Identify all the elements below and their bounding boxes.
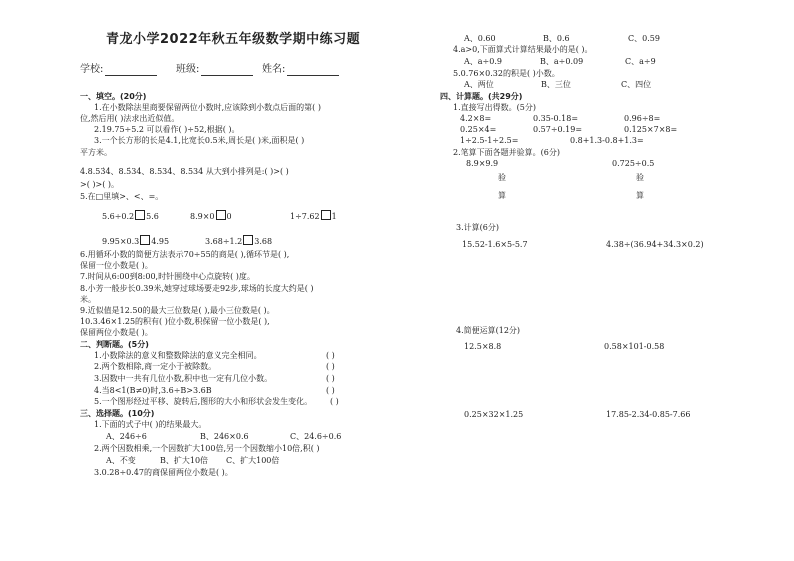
calc-4-expr: 12.5×8.8 [464,342,502,351]
question-1-line-2: 位,然后用( )法求出近似值。 [80,114,180,123]
calc-1-item: 4.2×8= [460,114,492,123]
calc-1-item: 0.57÷0.19= [533,125,583,134]
compare-left: 3.68÷1.2 [205,237,243,246]
calc-4-expr: 17.85-2.34-0.85-7.66 [606,410,691,419]
compare-right: 4.95 [151,237,170,246]
class-field[interactable] [176,63,259,76]
compare-left: 5.6÷0.2 [102,212,135,221]
choice-4-option-b[interactable]: B、a÷0.09 [540,57,584,66]
compare-box[interactable] [321,210,331,220]
question-8-line-1: 8.小芳一般步长0.39米,她穿过球场要走92步,球场的长度大约是( ) [80,284,314,293]
compare-item-2 [190,210,232,222]
compare-item-5 [205,235,272,247]
choice-5-option-b[interactable]: B、三位 [541,80,571,89]
question-1-line-1: 1.在小数除法里商要保留两位小数时,应该除到小数点后面的第( ) [94,103,321,112]
compare-item-1 [102,210,159,222]
compare-item-4 [102,235,169,247]
judge-3-paren[interactable]: ( ) [326,374,335,383]
question-6-line-2: 保留一位小数是( )。 [80,261,153,270]
question-4-line-2: >( )>( )。 [80,180,119,189]
calc-3-expr: 15.52-1.6×5-5.7 [462,240,528,249]
compare-right: 1 [331,212,337,221]
calc-3-heading: 3.计算(6分) [456,223,499,232]
choice-1-option-a[interactable]: A、246÷6 [106,432,147,441]
name-label: 姓名: [262,64,286,75]
judge-4-paren[interactable]: ( ) [326,386,335,395]
calc-1-item: 0.96÷8= [624,114,661,123]
question-10-line-1: 10.3.46×1.25的积有( )位小数,积保留一位小数是( ), [80,317,270,326]
check-label: 算 [636,191,644,200]
calc-2-expr: 8.9×9.9 [466,159,499,168]
calc-2-expr: 0.725÷0.5 [612,159,655,168]
judge-4: 4.当8<1(B≠0)时,3.6÷B>3.6B [94,386,212,395]
judge-2-paren[interactable]: ( ) [326,362,335,371]
compare-box[interactable] [216,210,226,220]
judge-1: 1.小数除法的意义和整数除法的意义完全相同。 [94,351,262,360]
question-4-line-1: 4.8.53̇4̇、8.5̇34̇、8.534̇、8.534 从大到小排列是:( )>( ) [80,167,289,176]
section-4-heading: 四、计算题。(共29分) [440,92,523,101]
section-3-heading: 三、选择题。(10分) [80,409,155,418]
compare-box[interactable] [243,235,253,245]
name-blank[interactable] [287,66,339,76]
choice-2-option-a[interactable]: A、不变 [106,456,136,465]
judge-5: 5.一个图形经过平移、旋转后,图形的大小和形状会发生变化。 [94,397,313,406]
school-blank[interactable] [105,66,157,76]
compare-right: 3.68 [254,237,273,246]
section-2-heading: 二、判断题。(5分) [80,340,149,349]
judge-5-paren[interactable]: ( ) [330,397,339,406]
question-3-line-1: 3.一个长方形的长是4.1,比宽长0.5米,周长是( )米,面积是( ) [94,136,305,145]
compare-box[interactable] [140,235,150,245]
judge-1-paren[interactable]: ( ) [326,351,335,360]
question-5: 5.在□里填>、<、=。 [80,192,164,201]
choice-4-option-a[interactable]: A、a÷0.9 [464,57,502,66]
calc-1-item: 1÷2.5-1÷2.5= [460,136,519,145]
compare-item-3 [290,210,337,222]
page-title: 青龙小学2022年秋五年级数学期中练习题 [106,32,361,47]
check-label: 算 [498,191,506,200]
calc-1-item: 0.125×7×8= [624,125,678,134]
calc-1-item: 0.35-0.18= [533,114,579,123]
calc-4-expr: 0.25×32×1.25 [464,410,524,419]
compare-left: 1÷7.62 [290,212,320,221]
compare-right: 5.6 [146,212,159,221]
question-10-line-2: 保留两位小数是( )。 [80,328,153,337]
calc-1-item: 0.8+1.3-0.8+1.3= [570,136,644,145]
choice-3-option-b[interactable]: B、0.6 [543,34,570,43]
judge-3: 3.因数中一共有几位小数,积中也一定有几位小数。 [94,374,273,383]
judge-2: 2.两个数相除,商一定小于被除数。 [94,362,217,371]
calc-2-heading: 2.笔算下面各题并验算。(6分) [453,148,560,157]
check-label: 验 [498,173,506,182]
choice-1: 1.下面的式子中( )的结果最大。 [94,420,207,429]
calc-1-heading: 1.直接写出得数。(5分) [453,103,536,112]
calc-4-expr: 0.58×101-0.58 [604,342,665,351]
calc-1-item: 0.25×4= [460,125,497,134]
choice-5-option-a[interactable]: A、两位 [464,80,494,89]
choice-4-option-c[interactable]: C、a÷9 [625,57,656,66]
check-label: 验 [636,173,644,182]
choice-1-option-c[interactable]: C、24.6÷0.6 [290,432,342,441]
question-8-line-2: 米。 [80,295,96,304]
choice-1-option-b[interactable]: B、246×0.6 [200,432,249,441]
compare-box[interactable] [135,210,145,220]
choice-5: 5.0.76×0.32的积是( )小数。 [453,69,560,78]
school-field[interactable] [80,63,163,76]
school-label: 学校: [80,64,104,75]
name-field[interactable] [262,63,345,76]
compare-left: 9.95×0.3 [102,237,140,246]
choice-3: 3.0.28÷0.47的商保留两位小数是( )。 [94,468,233,477]
choice-2-option-b[interactable]: B、扩大10倍 [160,456,209,465]
question-9: 9.近似值是12.50的最大三位数是( ),最小三位数是( )。 [80,306,275,315]
choice-4: 4.a>0,下面算式计算结果最小的是( )。 [453,45,593,54]
question-3-line-2: 平方米。 [80,148,112,157]
choice-2: 2.两个因数相乘,一个因数扩大100倍,另一个因数缩小10倍,积( ) [94,444,320,453]
question-7: 7.时间从6:00到8:00,时针围绕中心点旋转( )度。 [80,272,255,281]
calc-4-heading: 4.简便运算(12分) [456,326,521,335]
class-blank[interactable] [201,66,253,76]
choice-2-option-c[interactable]: C、扩大100倍 [226,456,280,465]
compare-right: 0 [226,212,232,221]
question-6-line-1: 6.用循环小数的简便方法表示70÷55的商是( ),循环节是( ), [80,250,290,259]
question-2: 2.19.75÷5.2 可以看作( )÷52,根据( )。 [94,125,240,134]
compare-left: 8.9×0 [190,212,215,221]
calc-3-expr: 4.38÷(36.94+34.3×0.2) [606,240,704,249]
class-label: 班级: [176,64,200,75]
section-1-heading: 一、填空。(20分) [80,92,147,101]
choice-3-option-c[interactable]: C、0.59 [628,34,660,43]
choice-5-option-c[interactable]: C、四位 [621,80,652,89]
choice-3-option-a[interactable]: A、0.60 [464,34,496,43]
